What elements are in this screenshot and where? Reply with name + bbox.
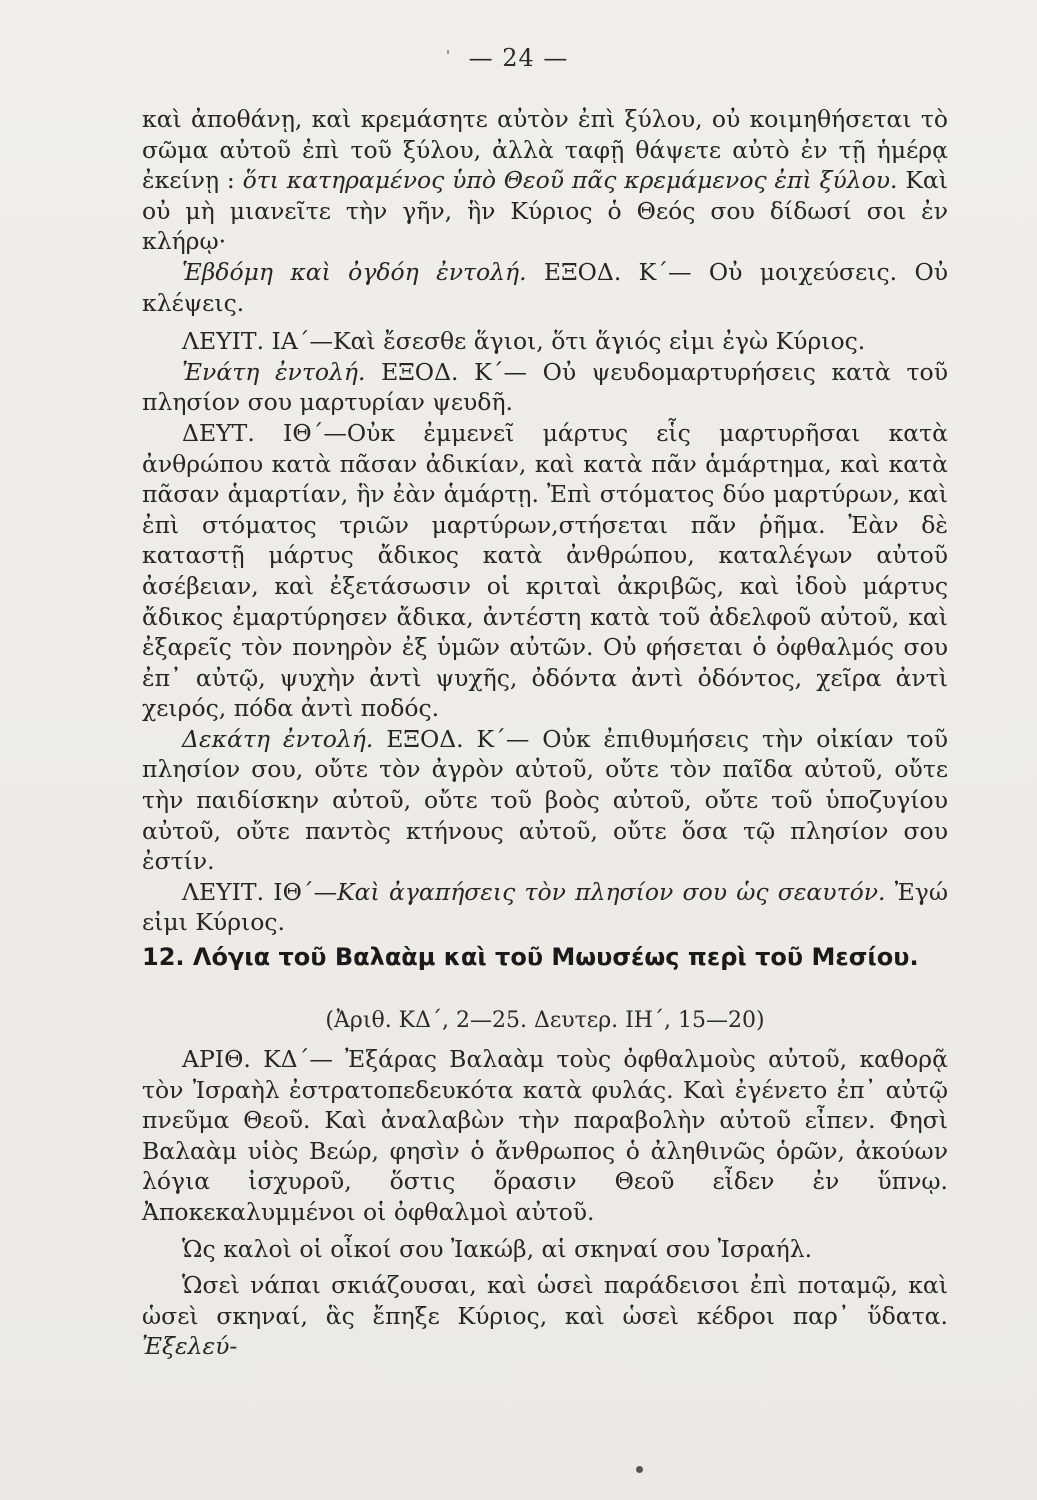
paragraph: ΛΕΥΙΤ. ΙΑ΄—Καὶ ἔσεσθε ἅγιοι, ὅτι ἅγιός εἰμι ἐγὼ Κύριος. [182,327,866,356]
text-run: ΕΞΟΔ. Κ΄— Οὐ ψευδομαρτυρήσεις κατὰ τοῦ πλησίον σου μαρτυρίαν ψευδῆ. [142,357,948,417]
commandment-label: Ἑβδόμη καὶ ὀγδόη ἐντολή. [182,257,527,286]
text-run: ΕΞΟΔ. Κ΄— Οὐ μοιχεύσεις. Οὐ κλέψεις. [142,257,949,317]
section-heading: 12. Λόγια τοῦ Βαλαὰμ καὶ τοῦ Μωυσέως περὶ τοῦ Μεσίου. [142,943,919,971]
ink-speck [447,50,449,54]
scripture-reference: (Ἀριθ. ΚΔ΄, 2—25. Δευτερ. ΙΗ΄, 15—20) [325,1008,765,1033]
text-run: ΛΕΥΙΤ. ΙΘ΄— [182,877,338,906]
paragraph [142,357,948,418]
text-run: Ἐγώ εἰμι Κύριος. [142,877,948,937]
ink-speck [636,1466,643,1473]
text-run: ΕΞΟΔ. Κ΄— Οὐκ ἐπιθυμήσεις τὴν οἰκίαν τοῦ πλησίον σου, οὔτε τὸν ἀγρὸν αὐτοῦ, οὔτε τὸν παῖδα αὐτοῦ, οὔτε τὴν παιδίσκην αὐτοῦ, οὔτε τοῦ βοὸς αὐτοῦ, οὔτε τοῦ ὑποζυγίου αὐτοῦ, οὔτε παντὸς κτήνους αὐτοῦ, οὔτε ὅσα τῷ πλησίον σου ἐστίν. [142,724,948,876]
commandment-label: Δεκάτη ἐντολή. [182,724,374,753]
paragraph [142,257,948,318]
lower-text-block [142,1044,948,1362]
text-run: Ὡσεὶ νάπαι σκιάζουσαι, καὶ ὡσεὶ παράδεισοι ἐπὶ ποταμῷ, καὶ ὡσεὶ σκηναί, ἃς ἔπηξε Κύριος, καὶ ὡσεὶ κέδροι παρ᾽ ὕδατα. [142,1271,948,1330]
paragraph [142,724,948,877]
paragraph [142,877,948,938]
text-run: Καὶ οὐ μὴ μιανεῖτε τὴν γῆν, ἣν Κύριος ὁ Θεός σου δίδωσί σοι ἐν κλήρῳ· [142,166,948,256]
paragraph: ΔΕΥΤ. ΙΘ΄—Οὐκ ἐμμενεῖ μάρτυς εἷς μαρτυρῆσαι κατὰ ἀνθρώπου κατὰ πᾶσαν ἀδικίαν, καὶ κατὰ πᾶν ἁμάρτημα, καὶ κατὰ πᾶσαν ἁμαρτίαν, ἣν ἐὰν ἁμάρτῃ. Ἐπὶ στόματος δύο μαρτύρων, καὶ ἐπὶ στόματος τριῶν μαρτύρων,στήσεται πᾶν ῥῆμα. Ἐὰν δὲ καταστῇ μάρτυς ἄδικος κατὰ ἀνθρώπου, καταλέγων αὐτοῦ ἀσέβειαν, καὶ ἐξετάσωσιν οἱ κριταὶ ἀκριβῶς, καὶ ἰδοὺ μάρτυς ἄδικος ἐμαρτύρησεν ἄδικα, ἀντέστη κατὰ τοῦ ἀδελφοῦ αὐτοῦ, καὶ ἐξαρεῖς τὸν πονηρὸν ἐξ ὑμῶν αὐτῶν. Οὐ φήσεται ὁ ὀφθαλμός σου ἐπ᾽ αὐτῷ, ψυχὴν ἀντὶ ψυχῆς, ὀδόντα ἀντὶ ὀδόντος, χεῖρα ἀντὶ χειρός, πόδα ἀντὶ ποδός. [142,418,948,723]
text-run: καὶ ἀποθάνῃ, καὶ κρεμάσητε αὐτὸν ἐπὶ ξύλου, οὐ κοιμηθήσεται τὸ σῶμα αὐτοῦ ἐπὶ τοῦ ξύλου, ἀλλὰ ταφῇ θάψετε αὐτὸ ἐν τῇ ἡμέρᾳ ἐκείνῃ : [142,105,948,195]
paragraph [142,1270,948,1362]
upper-text-block [142,104,948,938]
commandment-label: Ἐνάτη ἐντολή. [182,357,366,386]
paragraph [142,104,948,257]
paragraph: ΑΡΙΘ. ΚΔ΄— Ἐξάρας Βαλαὰμ τοὺς ὀφθαλμοὺς αὐτοῦ, καθορᾷ τὸν Ἰσραὴλ ἐστρατοπεδευκότα κατὰ φυλάς. Καὶ ἐγένετο ἐπ᾽ αὐτῷ πνεῦμα Θεοῦ. Καὶ ἀναλαβὼν τὴν παραβολὴν αὐτοῦ εἶπεν. Φησὶ Βαλαὰμ υἱὸς Βεώρ, φησὶν ὁ ἄνθρωπος ὁ ἀληθινῶς ὁρῶν, ἀκούων λόγια ἰσχυροῦ, ὅστις ὅρασιν Θεοῦ εἶδεν ἐν ὕπνῳ. Ἀποκεκαλυμμένοι οἱ ὀφθαλμοὶ αὐτοῦ. [142,1045,948,1226]
italic-quote: ὅτι κατηραμένος ὑπὸ Θεοῦ πᾶς κρεμάμενος ἐπὶ ξύλου. [242,166,898,195]
page-number: — 24 — [468,44,569,72]
paragraph: Ὡς καλοὶ οἱ οἶκοί σου Ἰακώβ, αἱ σκηναί σου Ἰσραήλ. [182,1234,813,1263]
italic-quote: Καὶ ἀγαπήσεις τὸν πλησίον σου ὡς σεαυτόν. [337,877,886,906]
italic-continuation: Ἐξελεύ- [142,1332,238,1361]
